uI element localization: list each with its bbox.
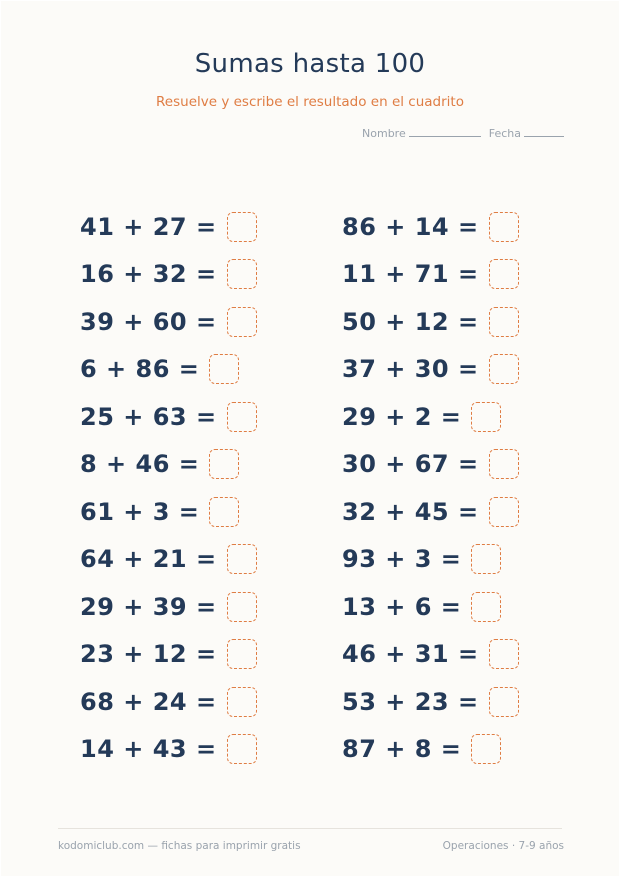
problem-expression: 41 + 27 = [80,212,217,241]
answer-box[interactable] [471,544,501,574]
problem-row [342,298,519,346]
problem-expression: 14 + 43 = [80,735,217,764]
problem-expression: 39 + 60 = [80,307,217,336]
problem-expression: 50 + 12 = [342,307,479,336]
answer-box[interactable] [489,687,519,717]
problem-expression: 32 + 45 = [342,497,479,526]
answer-box[interactable] [227,212,257,242]
name-line [409,126,481,137]
answer-box[interactable] [227,687,257,717]
problem-row [342,583,519,631]
problem-expression: 87 + 8 = [342,735,462,764]
problem-expression: 68 + 24 = [80,687,217,716]
answer-box[interactable] [489,307,519,337]
problem-row [80,346,257,394]
answer-box[interactable] [471,592,501,622]
problem-expression: 8 + 46 = [80,450,200,479]
problem-row [342,726,519,774]
problem-expression: 37 + 30 = [342,355,479,384]
worksheet-page [1,1,619,876]
problems-column-left [80,203,257,773]
answer-box[interactable] [227,307,257,337]
problem-expression: 29 + 2 = [342,402,462,431]
problem-row [80,441,257,489]
date-label: Fecha [488,127,521,140]
answer-box[interactable] [489,212,519,242]
problem-row [80,583,257,631]
problem-row [342,346,519,394]
answer-box[interactable] [209,449,239,479]
problem-row [80,298,257,346]
problem-row [80,678,257,726]
problem-expression: 13 + 6 = [342,592,462,621]
answer-box[interactable] [227,734,257,764]
answer-box[interactable] [489,354,519,384]
problem-expression: 61 + 3 = [80,497,200,526]
answer-box[interactable] [471,734,501,764]
problem-row [80,251,257,299]
problem-expression: 25 + 63 = [80,402,217,431]
problem-expression: 64 + 21 = [80,545,217,574]
problem-row [80,726,257,774]
problem-expression: 23 + 12 = [80,640,217,669]
page-subtitle: Resuelve y escribe el resultado en el cuadrito [156,94,464,110]
problem-row [342,393,519,441]
problem-row [342,678,519,726]
problem-row [80,536,257,584]
name-date-fields [362,126,564,140]
answer-box[interactable] [227,544,257,574]
problem-row [342,488,519,536]
footer-site-text: kodomiclub.com — fichas para imprimir gratis [58,840,301,852]
problem-row [342,203,519,251]
page-title: Sumas hasta 100 [194,49,426,79]
answer-box[interactable] [227,592,257,622]
problem-expression: 53 + 23 = [342,687,479,716]
answer-box[interactable] [209,354,239,384]
problem-row [342,631,519,679]
problem-expression: 30 + 67 = [342,450,479,479]
problem-row [342,536,519,584]
footer-divider [58,828,562,829]
answer-box[interactable] [489,639,519,669]
problem-row [80,631,257,679]
problem-expression: 93 + 3 = [342,545,462,574]
date-field[interactable] [489,126,564,140]
footer-category-text: Operaciones · 7-9 años [442,840,564,852]
answer-box[interactable] [489,259,519,289]
problem-expression: 16 + 32 = [80,260,217,289]
problem-expression: 29 + 39 = [80,592,217,621]
problem-expression: 46 + 31 = [342,640,479,669]
name-field[interactable] [362,126,481,140]
answer-box[interactable] [471,402,501,432]
problem-row [80,393,257,441]
problems-column-right [342,203,519,773]
answer-box[interactable] [227,259,257,289]
problem-row [342,441,519,489]
problem-row [342,251,519,299]
answer-box[interactable] [227,639,257,669]
problem-row [80,203,257,251]
answer-box[interactable] [227,402,257,432]
problem-expression: 6 + 86 = [80,355,200,384]
answer-box[interactable] [489,497,519,527]
answer-box[interactable] [209,497,239,527]
problem-expression: 11 + 71 = [342,260,479,289]
problem-expression: 86 + 14 = [342,212,479,241]
name-label: Nombre [362,127,406,140]
date-line [524,126,564,137]
answer-box[interactable] [489,449,519,479]
problem-row [80,488,257,536]
